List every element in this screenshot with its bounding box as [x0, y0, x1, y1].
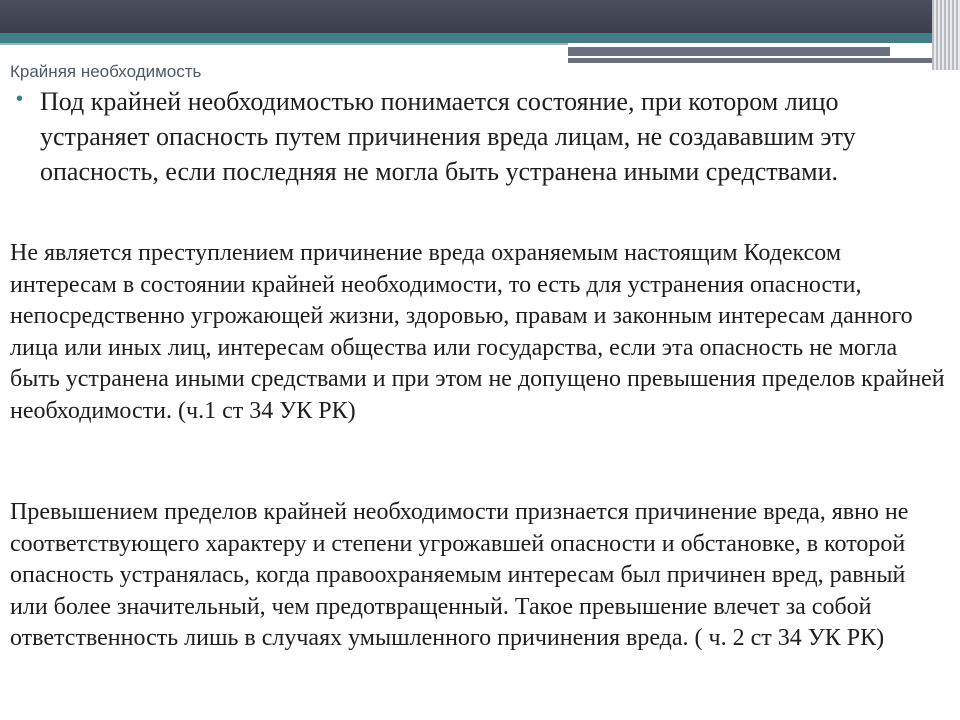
header-band	[0, 0, 960, 33]
accent-bar	[0, 33, 960, 43]
decor-bar-lower	[568, 58, 940, 63]
bullet-dot-icon: •	[16, 88, 24, 110]
slide-title: Крайняя необходимость	[10, 62, 202, 81]
paragraph-article-34-part-2: Превышением пределов крайней необходимости признается причинение вреда, явно не соответствующего характеру и степени угрожавшей опасности и обстановке, в которой опасность устранялась, когда правоохраняемым интересам был причинен вред, равный или более значительный, чем предотвращенный. Такое превышение влечет за собой ответственность лишь в случаях умышленного причинения вреда. ( ч. 2 ст 34 УК РК)	[10, 499, 909, 651]
paragraph-article-34-part-1: Не является преступлением причинение вреда охраняемым настоящим Кодексом интересам в состоянии крайней необходимости, то есть для устранения опасности, непосредственно угрожающей жизни, здоровью, правам и законным интересам данного лица или иных лиц, интересам общества или государства, если эта опасность не могла быть устранена иными средствами и при этом не допущено превышения пределов крайней необходимости. (ч.1 ст 34 УК РК)	[10, 240, 945, 424]
corner-decoration	[932, 0, 960, 70]
divider-line	[0, 43, 568, 45]
decor-bar-upper	[568, 47, 890, 56]
bullet-text: Под крайней необходимостью понимается состояние, при котором лицо устраняет опасность путем причинения вреда лицам, не создававшим эту опасность, если последняя не могла быть устранена иными средствами.	[40, 87, 856, 186]
bullet-item	[16, 84, 916, 189]
